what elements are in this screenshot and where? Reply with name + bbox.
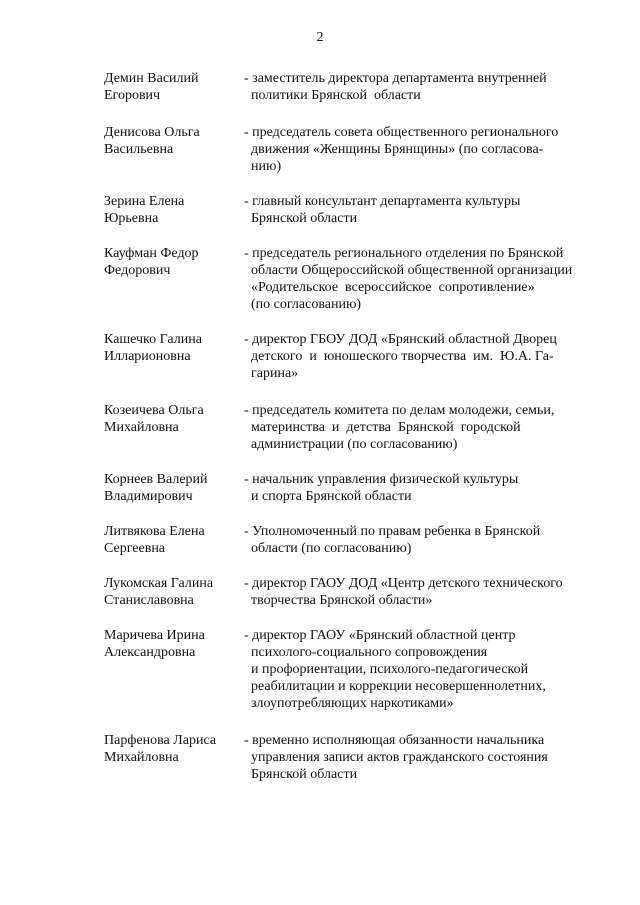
member-name-line: Федорович [104,263,171,278]
member-name-line: Маричева Ирина [104,628,205,643]
member-name [104,471,244,505]
member-name-line: Михайловна [104,420,179,435]
member-name-line: Михайловна [104,750,179,765]
member-name [104,402,244,436]
member-position-line: - главный консультант департамента культуры [244,194,521,209]
member-position [244,70,594,104]
member-position-line: (по согласованию) [244,297,362,312]
member-position-line: - директор ГАОУ ДОД «Центр детского технического [244,576,563,591]
member-position [244,193,594,227]
member-name-line: Корнеев Валерий [104,472,208,487]
member-name-line: Владимирович [104,489,193,504]
member-name-line: Александровна [104,645,196,660]
member-position-line: гарина» [244,366,299,381]
member-position [244,523,594,557]
member-position [244,402,594,453]
member-position-line: - директор ГАОУ «Брянский областной центр [244,628,516,643]
member-name-line: Кашечко Галина [104,332,202,347]
member-position-line: - председатель комитета по делам молодежи, семьи, [244,403,555,418]
member-name-line: Сергеевна [104,541,166,556]
member-name [104,70,244,104]
member-position [244,627,594,712]
member-name [104,193,244,227]
member-position [244,575,594,609]
member-name-line: Станиславовна [104,593,194,608]
member-position-line: - Уполномоченный по правам ребенка в Брянской [244,524,541,539]
member-name [104,575,244,609]
member-position-line: области Общероссийской общественной организации [244,263,573,278]
member-name [104,245,244,279]
member-position-line: нию) [244,159,282,174]
member-position-line: - председатель регионального отделения по Брянской [244,246,564,261]
member-position-line: - председатель совета общественного регионального [244,125,559,140]
member-name-line: Егорович [104,88,161,103]
member-position-line: - директор ГБОУ ДОД «Брянский областной Дворец [244,332,557,347]
member-position-line: администрации (по согласованию) [244,437,458,452]
member-name-line: Зерина Елена [104,194,185,209]
member-position-line: злоупотребляющих наркотиками» [244,696,454,711]
member-position-line: творчества Брянской области» [244,593,433,608]
member-position-line: материнства и детства Брянской городской [244,420,521,435]
member-name [104,732,244,766]
member-name-line: Денисова Ольга [104,125,200,140]
member-name-line: Литвякова Елена [104,524,205,539]
member-position [244,245,594,313]
member-position [244,471,594,505]
member-name-line: Кауфман Федор [104,246,199,261]
member-name-line: Парфенова Лариса [104,733,217,748]
member-name-line: Демин Василий [104,71,199,86]
member-position-line: Брянской области [244,767,358,782]
member-name-line: Лукомская Галина [104,576,214,591]
member-position-line: Брянской области [244,211,358,226]
member-position-line: и спорта Брянской области [244,489,412,504]
member-position [244,124,594,175]
member-name [104,124,244,158]
member-position-line: - заместитель директора департамента внутренней [244,71,547,86]
member-position-line: - начальник управления физической культуры [244,472,519,487]
member-position-line: - временно исполняющая обязанности начальника [244,733,545,748]
member-position-line: области (по согласованию) [244,541,412,556]
page-number: 2 [316,30,324,45]
member-position-line: и профориентации, психолого-педагогической [244,662,529,677]
member-name [104,523,244,557]
member-position-line: психолого-социального сопровождения [244,645,488,660]
member-position-line: движения «Женщины Брянщины» (по согласова- [244,142,544,157]
member-position [244,331,594,382]
member-name-line: Васильевна [104,142,174,157]
member-name-line: Илларионовна [104,349,191,364]
member-position-line: управления записи актов гражданского состояния [244,750,548,765]
member-name-line: Юрьевна [104,211,159,226]
member-name-line: Козеичева Ольга [104,403,204,418]
member-position-line: детского и юношеского творчества им. Ю.А. Га- [244,349,554,364]
member-position [244,732,594,783]
member-position-line: политики Брянской области [244,88,421,103]
member-position-line: реабилитации и коррекции несовершеннолетних, [244,679,546,694]
member-position-line: «Родительское всероссийское сопротивление» [244,280,535,295]
member-name [104,627,244,661]
member-name [104,331,244,365]
